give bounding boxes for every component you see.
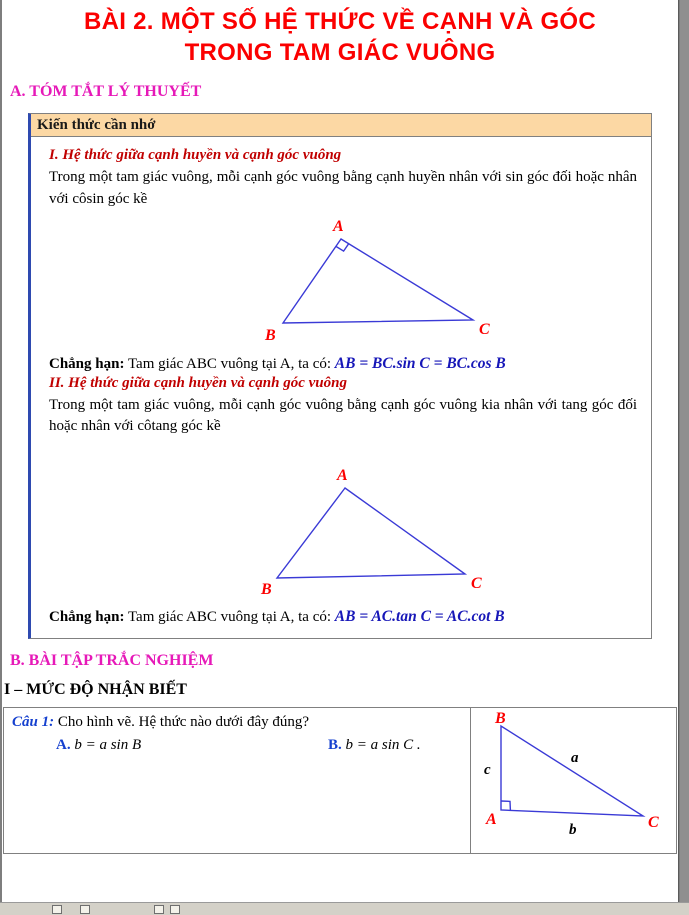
- question-prompt: Cho hình vẽ. Hệ thức nào dưới đây đúng?: [57, 714, 310, 730]
- document-page: [2, 0, 679, 903]
- question-triangle-outline: [501, 726, 643, 816]
- view-toolbar-icon[interactable]: [170, 905, 180, 914]
- part1-body-text: Trong một tam giác vuông, mỗi cạnh góc vuông bằng cạnh huyền nhân với sin góc đối hoặc nhân với côsin góc kề: [49, 169, 637, 207]
- part1-example: [49, 355, 637, 373]
- side-label-c: c: [484, 762, 491, 778]
- vertex-label-b: B: [495, 710, 506, 727]
- example-text: Tam giác ABC vuông tại A, ta có:: [127, 609, 335, 625]
- view-toolbar-icon[interactable]: [52, 905, 62, 914]
- section-a-heading: A. TÓM TẮT LÝ THUYẾT: [10, 83, 202, 100]
- right-angle-mark: [501, 801, 510, 810]
- example-label: Chẳng hạn:: [49, 609, 125, 625]
- triangle2-outline: [277, 488, 465, 578]
- section-b-heading: B. BÀI TẬP TRẮC NGHIỆM: [10, 652, 214, 669]
- vertex-label-a: A: [486, 811, 497, 828]
- option-a-formula: b = a sin B: [74, 737, 142, 753]
- options-row: [12, 737, 462, 754]
- view-toolbar-icon[interactable]: [80, 905, 90, 914]
- title-line-1: BÀI 2. MỘT SỐ HỆ THỨC VỀ CẠNH VÀ GÓC: [83, 8, 597, 35]
- question-cell: [4, 708, 471, 853]
- vertex-label-c: C: [648, 814, 659, 831]
- theory-box: [28, 113, 652, 639]
- vertex-label-c: C: [471, 575, 482, 592]
- part2-body-text: Trong một tam giác vuông, mỗi cạnh góc vuông bằng cạnh góc vuông kia nhân với tang góc đối hoặc nhân với côtang góc kề: [49, 396, 637, 435]
- part2-heading: II. Hệ thức giữa cạnh huyền và cạnh góc vuông: [49, 374, 347, 391]
- view-toolbar-icon[interactable]: [154, 905, 164, 914]
- vertex-label-b: B: [261, 581, 272, 598]
- option-b-letter: B.: [328, 737, 342, 753]
- example-formula: AB = BC.sin C = BC.cos B: [334, 354, 506, 372]
- vertex-label-b: B: [265, 326, 276, 344]
- triangle-figure-1: [49, 215, 658, 347]
- theory-box-header: Kiến thức cần nhớ: [31, 114, 651, 137]
- side-label-b: b: [569, 822, 577, 838]
- side-label-a: a: [571, 750, 579, 766]
- triangle1-outline: [283, 239, 473, 323]
- figure-cell: [471, 708, 676, 853]
- example-formula: AB = AC.tan C = AC.cot B: [334, 608, 505, 625]
- page-title: [12, 6, 668, 68]
- title-line-2: TRONG TAM GIÁC VUÔNG: [184, 39, 496, 66]
- option-b: [328, 737, 421, 754]
- vertical-scrollbar[interactable]: [680, 0, 689, 915]
- part2-example: [49, 608, 637, 626]
- part1-heading: I. Hệ thức giữa cạnh huyền và cạnh góc vuông: [49, 147, 342, 163]
- option-a: [56, 737, 328, 754]
- question-figure: [471, 710, 671, 848]
- example-label: Chẳng hạn:: [49, 355, 125, 372]
- vertex-label-a: A: [337, 467, 348, 484]
- option-a-letter: A.: [56, 737, 71, 753]
- question-table: [3, 707, 677, 854]
- theory-box-body: [31, 137, 651, 638]
- triangle-figure-2: [49, 466, 658, 598]
- option-b-formula: b = a sin C .: [345, 737, 421, 753]
- question-number: Câu 1:: [12, 714, 55, 730]
- vertex-label-c: C: [479, 320, 490, 338]
- example-text: Tam giác ABC vuông tại A, ta có:: [127, 355, 335, 372]
- question-line: [12, 714, 462, 731]
- level-heading: I – MỨC ĐỘ NHẬN BIẾT: [4, 681, 187, 698]
- status-bar: [0, 902, 689, 915]
- vertex-label-a: A: [333, 217, 344, 235]
